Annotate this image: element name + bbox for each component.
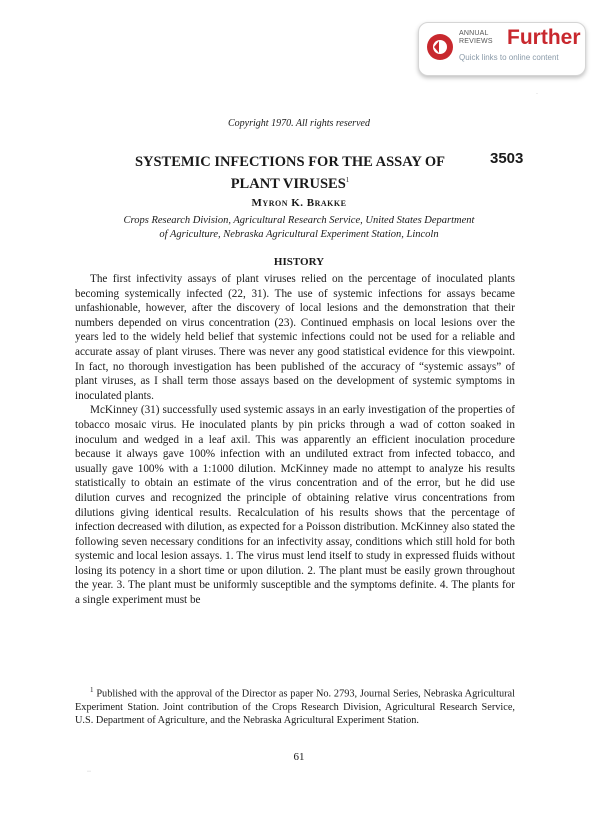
footnote	[75, 684, 515, 727]
page-number: 61	[293, 751, 305, 763]
author-name: Myron K. Brakke	[251, 197, 347, 209]
paragraph-1: The first infectivity assays of plant viruses relied on the percentage of inoculated plants becoming systemically infected (22, 31). The use of systemic infections for assays became unfashionable, however, after the discovery of local lesions and the demonstration that their numbers depended on virus concentration (23). Continued emphasis on local lesions over the years led to the widely held belief that systemic infections could not be used for a reliable and accurate assay of plant viruses. There was never any good statistical evidence for this viewpoint. In fact, no thorough investigation has been published of the accuracy of “systemic assays” of plant viruses, as I shall term those assays based on the development of systemic symptoms in inoculated plants.	[75, 273, 515, 402]
affiliation-line-2: of Agriculture, Nebraska Agricultural Experiment Station, Lincoln	[159, 228, 439, 240]
article-body	[75, 272, 515, 608]
footnote-text	[75, 684, 515, 727]
title-line-2-text: PLANT VIRUSES	[230, 176, 346, 192]
article-title	[70, 153, 510, 193]
copyright-notice: Copyright 1970. All rights reserved	[228, 118, 370, 129]
annual-reviews-further-link[interactable]	[418, 22, 586, 76]
title-line-2	[70, 171, 510, 193]
footnote-mark: 1	[90, 686, 94, 694]
annual-reviews-logo-icon	[425, 32, 455, 62]
footnote-body: Published with the approval of the Director as paper No. 2793, Journal Series, Nebraska Agricultural Experiment Station. Joint contribution of the Crops Research Division, Agricultural Research Service, U.S. Department of Agriculture, and the Nebraska Agricultural Experiment Station.	[75, 688, 515, 726]
title-footnote-mark: 1	[345, 176, 350, 184]
badge-subtitle: Quick links to online content	[459, 53, 559, 62]
paragraph-2: McKinney (31) successfully used systemic assays in an early investigation of the properties of tobacco mosaic virus. He inoculated plants by pin pricks through a wad of cotton soaked in inoculum and wedged in a leaf axil. This was apparently an efficient inoculation procedure because it always gave 100% infection with an undiluted extract from infected tobacco, and usually gave 100% with a 1:1000 dilution. McKinney made no attempt to analyze his results statistically to obtain an estimate of the virus concentration and of the error, but he did use dilution curves and recognized the principle of obtaining relative virus concentrations from dilutions giving identical results. Recalculation of his results shows that the percentage of infection decreased with dilution, as expected for a Poisson distribution. McKinney also stated the following seven necessary conditions for an infectivity assay, conditions which still hold for both systemic and local lesion assays. 1. The virus must lend itself to study in expressed fluids without losing its potency in a short time or upon dilution. 2. The plant must be easily grown throughout the year. 3. The plant must be uniformly susceptible and the symptoms definite. 4. The plants for a single experiment must be	[75, 404, 515, 607]
section-heading: HISTORY	[273, 256, 325, 268]
corner-scan-mark: ··	[87, 769, 91, 775]
author-affiliation	[90, 214, 508, 241]
scan-mark: ·	[536, 91, 538, 97]
badge-brand-line1: ANNUAL	[459, 30, 489, 37]
title-line-1: SYSTEMIC INFECTIONS FOR THE ASSAY OF	[134, 154, 446, 170]
badge-title: Further	[507, 26, 581, 49]
badge-brand-line2: REVIEWS	[459, 38, 493, 45]
page-code: 3503	[490, 150, 524, 167]
affiliation-line-1: Crops Research Division, Agricultural Research Service, United States Department	[123, 215, 475, 226]
